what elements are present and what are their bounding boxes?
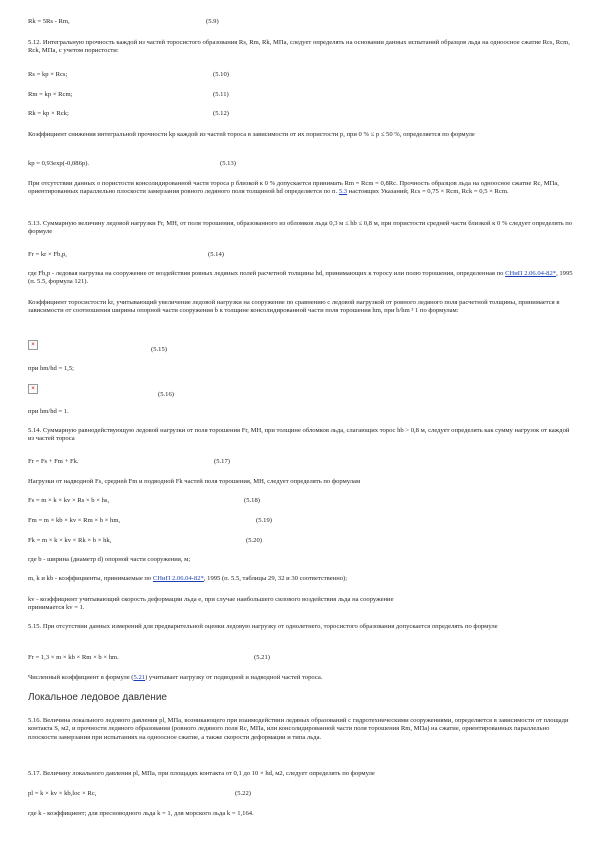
link-snip[interactable]: СНиП 2.06.04-82*	[505, 270, 557, 277]
formula-5-11: Rm = kp × Rcm;	[28, 91, 73, 98]
formula-number-5-22: (5.22)	[235, 790, 251, 797]
formula-5-21: Fr = 1,3 × m × kb × Rm × b × hm.	[28, 654, 119, 661]
section-heading: Локальное ледовое давление	[28, 692, 167, 703]
paragraph-5-14: 5.14. Суммарную равнодействующую ледовой нагрузки от поля торошения Fr, МН, при толщине обломков льда, слагающих торос hb > 0,8 м, следует определять как сумму нагрузок от каждой из частей тороса	[28, 427, 570, 443]
paragraph-coefficient-note-tail: ) учитывает нагрузку от подводной и надводной частей тороса.	[145, 674, 323, 681]
paragraph-5-12: 5.12. Интегральную прочность каждой из частей торосистого образования Rs, Rm, Rk, МПа, следует определять на основании данных испытаний образцов льда на одноосное сжатие Rcs, Rcm, Rck, МПа, с учетом пористости:	[28, 39, 570, 55]
formula-5-9: Rk = 5Rs - Rm,	[28, 18, 70, 25]
paragraph-absent-data	[28, 180, 576, 197]
formula-number-5-19: (5.19)	[256, 517, 272, 524]
formula-5-14: Fr = kr × Fb,p,	[28, 251, 67, 258]
paragraph-absent-data-tail: настоящих Указаний; Rcs = 0,75 × Rcm, Rck = 0,5 × Rcm.	[347, 188, 509, 196]
formula-number-5-15: (5.15)	[151, 346, 167, 353]
paragraph-5-15: 5.15. При отсутствии данных измерений для предварительной оценки ледовую нагрузку от однолетнего, торосистого образования допускается определять по формуле	[28, 623, 498, 630]
paragraph-last: где k - коэффициент; для пресноводного льда k = 1, для морского льда k = 1,164.	[28, 810, 254, 817]
condition-2: при hm/hd = 1.	[28, 408, 69, 415]
formula-number-5-9: (5.9)	[206, 18, 219, 25]
formula-5-19: Fm = m × kb × kv × Rm × b × hm,	[28, 517, 121, 524]
paragraph-kr: Коэффициент торосистости kr, учитывающий увеличение ледовой нагрузки на сооружение по сравнению с ледовой нагрузкой от ровного ледяного поля расчетной толщины, принимается в зависимости от соотношения ширины опорной части сооружения b к толщине консолидированной части поля торошения hm, при b/hm ³ 1 по формулам:	[28, 299, 560, 315]
link-section-5-3[interactable]: 5.3	[338, 188, 348, 196]
formula-5-20: Fk = m × k × kv × Rk × b × hk,	[28, 537, 112, 544]
paragraph-fbp-tail: , 1995 (п. 5.5, формула 121).	[28, 270, 573, 286]
paragraph-fbp	[28, 270, 576, 287]
paragraph-5-17: 5.17. Величину локального давления pl, МПа, при площадях контакта от 0,1 до 10 × hd, м2, следует определять по формуле	[28, 770, 375, 777]
broken-image-icon: ×	[28, 384, 38, 394]
paragraph-coefficients-text: m, k и kb - коэффициенты, принимаемые по	[28, 575, 153, 582]
paragraph-coefficients	[28, 575, 347, 583]
formula-number-5-14: (5.14)	[208, 251, 224, 258]
formula-number-5-13: (5.13)	[220, 160, 236, 167]
paragraph-b: где b - ширина (диаметр d) опорной части сооружения, м;	[28, 556, 191, 563]
paragraph-coefficient-note	[28, 674, 322, 682]
formula-5-12: Rk = kp × Rck;	[28, 110, 69, 117]
paragraph-kp: Коэффициент снижения интегральной прочности kp каждой из частей тороса в зависимости от их пористости p, при 0 % ≤ p ≤ 50 %, определяется по формуле	[28, 131, 475, 138]
formula-number-5-18: (5.18)	[244, 497, 260, 504]
formula-number-5-21: (5.21)	[254, 654, 270, 661]
formula-5-22: pl = k × kv × kb,loc × Rc,	[28, 790, 97, 797]
formula-5-18: Fs = m × k × kv × Rs × b × hs,	[28, 497, 110, 504]
formula-number-5-11: (5.11)	[213, 91, 229, 98]
paragraph-loads: Нагрузки от надводной Fs, средней Fm и подводной Fk частей поля торошения, МН, следует определять по формулам	[28, 478, 361, 485]
formula-5-17: Fr = Fs + Fm + Fk.	[28, 458, 79, 465]
formula-number-5-12: (5.12)	[213, 110, 229, 117]
condition-1: при hm/hd = 1,5;	[28, 365, 74, 372]
link-formula-5-21[interactable]: 5.21	[133, 674, 146, 681]
paragraph-5-16: 5.16. Величина локального ледового давления pl, МПа, возникающего при взаимодействии ледяных образований с гидротехническими сооружениями, определяется в зависимости от площади контакта S, м2, и прочности ледяного образования (ровного ледяного поля Rc, МПа, или консолидированной части поля торошения Rm, МПа) на сжатие, ориентированных параллельно плоскости замерзания при испытаниях на одноосное сжатие, а также скорости деформации и типа льда.	[28, 717, 569, 741]
paragraph-5-13: 5.13. Суммарную величину ледовой нагрузки Fr, МН, от поля торошения, образованного из обломков льда 0,3 м ≤ hb ≤ 0,8 м, при пористости средней части близкой к 0 % следует определять по формуле	[28, 220, 573, 236]
paragraph-coefficients-tail: , 1995 (п. 5.5, таблицы 29, 32 и 30 соответственно);	[203, 575, 348, 582]
link-snip-2[interactable]: СНиП 2.06.04-82*	[152, 575, 204, 582]
formula-number-5-16: (5.16)	[158, 391, 174, 398]
formula-number-5-17: (5.17)	[214, 458, 230, 465]
paragraph-kv-line-1: kv - коэффициент учитывающий скорость деформации льда e, при случае наибольшего силового воздействия льда на сооружение	[28, 596, 394, 603]
paragraph-absent-data-text: При отсутствии данных о пористости консолидированной части тороса p близкой к 0 % допускается принимать Rm = Rcm = 0,8Rc. Прочность образцов льда на одноосное сжатие Rc, МПа, ориентированных параллельно плоскости замерзания ровного ледяного поля толщиной hd определяется по п.	[28, 180, 559, 196]
paragraph-kv-line-2: принимается kv = 1.	[28, 604, 85, 611]
paragraph-coefficient-note-text: Численный коэффициент в формуле (	[28, 674, 134, 681]
paragraph-fbp-text: где Fb,p - ледовая нагрузка на сооружение от воздействия ровных ледяных полей расчетной толщины hd, принимающих к торосу или полю торошения, определенная по	[28, 270, 506, 277]
formula-5-13: kp = 0,93exp(-0,086p).	[28, 160, 90, 167]
formula-number-5-10: (5.10)	[213, 71, 229, 78]
formula-5-10: Rs = kp × Rcs;	[28, 71, 68, 78]
formula-number-5-20: (5.20)	[246, 537, 262, 544]
broken-image-icon: ×	[28, 340, 38, 350]
